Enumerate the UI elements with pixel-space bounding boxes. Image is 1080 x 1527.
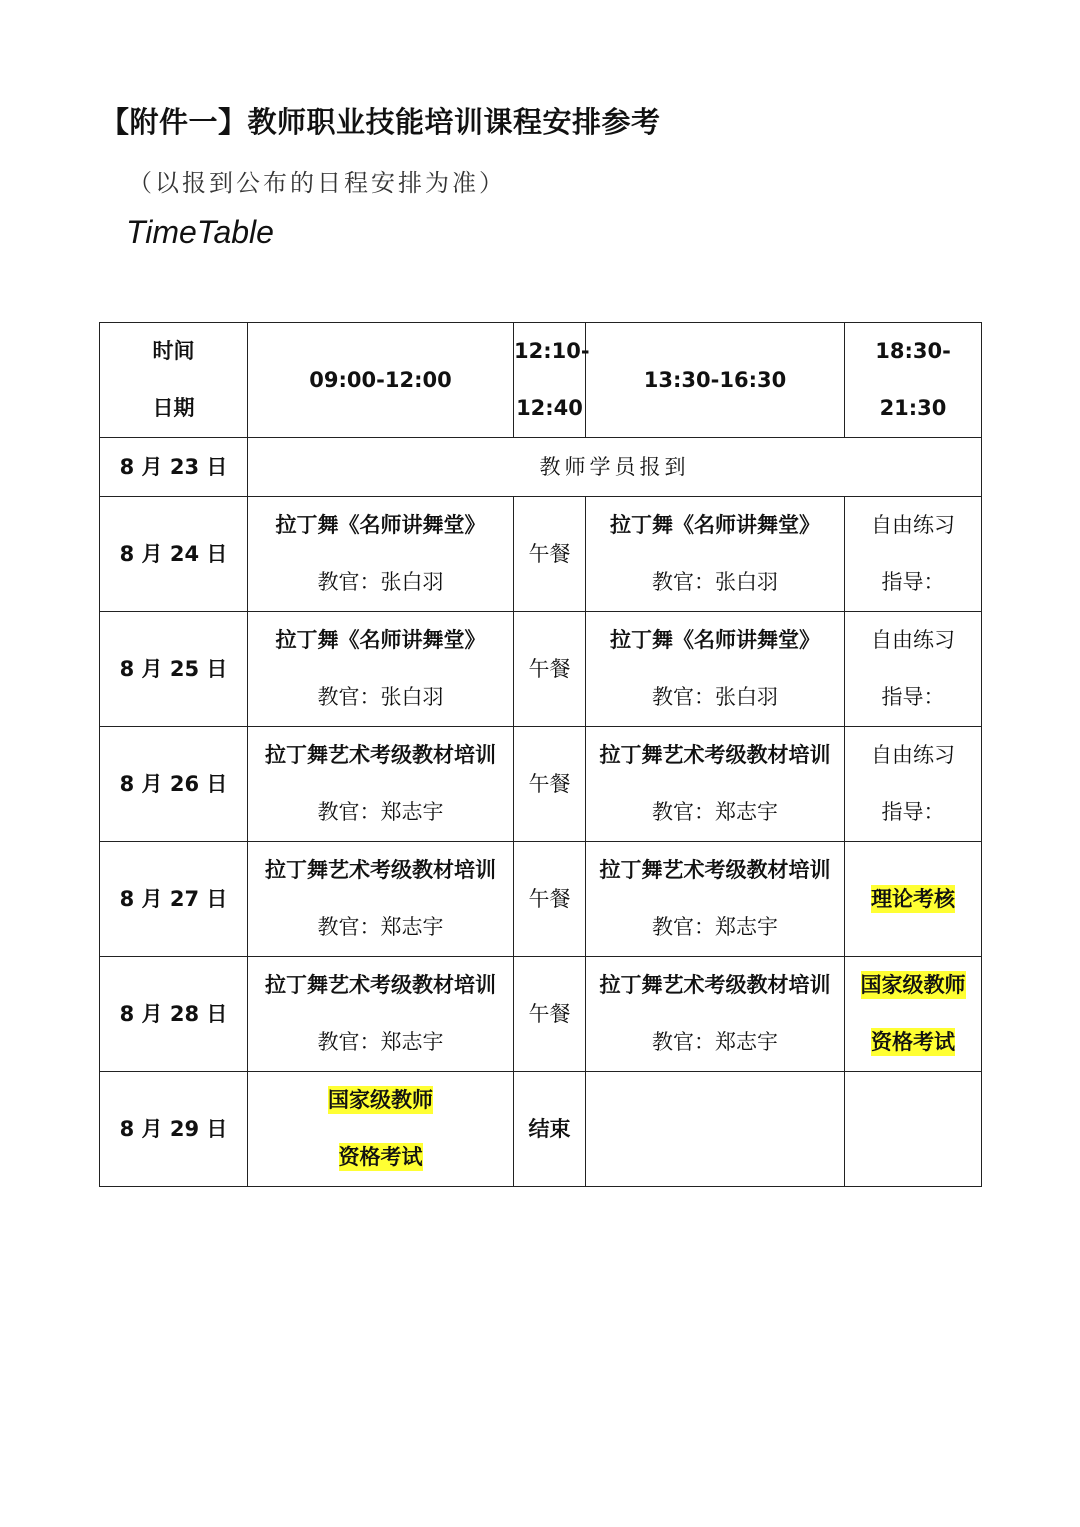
table-row — [100, 957, 982, 1072]
national-exam-highlight: 国家级教师 — [328, 1088, 433, 1112]
evening-guide: 指导： — [881, 800, 945, 824]
evening-session-cell — [845, 842, 982, 957]
table-header-row — [100, 323, 982, 438]
header-slot-afternoon: 13:30-16:30 — [586, 323, 845, 438]
evening-session-cell — [845, 1072, 982, 1187]
course-name: 拉丁舞艺术考级教材培训 — [599, 743, 831, 767]
qualification-exam-highlight: 资格考试 — [338, 1145, 423, 1169]
header-slot-lunch — [514, 323, 590, 438]
header-slot-morning: 09:00-12:00 — [248, 323, 514, 438]
document-subtitle: （以报到公布的日程安排为准） — [128, 169, 506, 197]
evening-session-cell — [845, 612, 982, 727]
course-name: 拉丁舞《名师讲舞堂》 — [275, 628, 486, 652]
instructor-name: 教官：郑志宇 — [652, 800, 778, 824]
date-cell: 8 月 26 日 — [100, 727, 248, 842]
instructor-name: 教官：张白羽 — [317, 570, 444, 594]
morning-session-cell — [248, 612, 514, 727]
instructor-name: 教官：郑志宇 — [317, 1030, 444, 1054]
date-cell: 8 月 23 日 — [100, 438, 248, 497]
morning-session-cell — [248, 727, 514, 842]
date-cell: 8 月 28 日 — [100, 957, 248, 1072]
header-slot-evening: 18:30-21:30 — [845, 323, 982, 438]
morning-session-cell — [248, 957, 514, 1072]
course-name: 拉丁舞艺术考级教材培训 — [265, 973, 496, 997]
table-row — [100, 842, 982, 957]
instructor-name: 教官：郑志宇 — [652, 1030, 778, 1054]
date-cell: 8 月 24 日 — [100, 497, 248, 612]
date-cell: 8 月 29 日 — [100, 1072, 248, 1187]
header-slot-lunch-start: 12:10- — [514, 339, 590, 363]
instructor-name: 教官：郑志宇 — [652, 915, 778, 939]
course-name: 拉丁舞艺术考级教材培训 — [265, 743, 496, 767]
instructor-name: 教官：张白羽 — [652, 685, 778, 709]
end-cell: 结束 — [514, 1072, 586, 1187]
course-name: 拉丁舞《名师讲舞堂》 — [610, 628, 820, 652]
table-row — [100, 497, 982, 612]
checkin-cell: 教师学员报到 — [248, 438, 982, 497]
morning-session-cell — [248, 842, 514, 957]
evening-session-cell — [845, 497, 982, 612]
instructor-name: 教官：张白羽 — [317, 685, 444, 709]
national-exam-highlight: 国家级教师 — [860, 973, 966, 997]
morning-session-cell — [248, 497, 514, 612]
corner-time-label: 时间 — [152, 339, 195, 363]
afternoon-session-cell — [586, 957, 845, 1072]
lunch-cell: 午餐 — [514, 842, 586, 957]
corner-header-cell — [100, 323, 248, 438]
table-row — [100, 612, 982, 727]
table-row — [100, 438, 982, 497]
document-title: 【附件一】教师职业技能培训课程安排参考 — [100, 105, 661, 139]
table-row — [100, 1072, 982, 1187]
lunch-cell: 午餐 — [514, 612, 586, 727]
lunch-cell: 午餐 — [514, 957, 586, 1072]
schedule-table — [99, 322, 982, 1187]
table-row — [100, 727, 982, 842]
course-name: 拉丁舞艺术考级教材培训 — [265, 858, 496, 882]
afternoon-session-cell — [586, 612, 845, 727]
course-name: 拉丁舞《名师讲舞堂》 — [275, 513, 486, 537]
evening-activity: 自由练习 — [871, 513, 955, 537]
afternoon-session-cell — [586, 1072, 845, 1187]
afternoon-session-cell — [586, 727, 845, 842]
timetable-label: TimeTable — [126, 214, 274, 250]
corner-date-label: 日期 — [152, 396, 195, 420]
instructor-name: 教官：郑志宇 — [317, 915, 444, 939]
course-name: 拉丁舞艺术考级教材培训 — [599, 858, 831, 882]
date-cell: 8 月 25 日 — [100, 612, 248, 727]
qualification-exam-highlight: 资格考试 — [871, 1030, 955, 1054]
course-name: 拉丁舞《名师讲舞堂》 — [610, 513, 820, 537]
evening-guide: 指导： — [881, 685, 945, 709]
lunch-cell: 午餐 — [514, 727, 586, 842]
morning-session-cell — [248, 1072, 514, 1187]
evening-activity: 自由练习 — [871, 743, 955, 767]
instructor-name: 教官：张白羽 — [652, 570, 778, 594]
date-cell: 8 月 27 日 — [100, 842, 248, 957]
afternoon-session-cell — [586, 842, 845, 957]
evening-activity: 自由练习 — [871, 628, 955, 652]
theory-exam-highlight: 理论考核 — [871, 886, 955, 911]
course-name: 拉丁舞艺术考级教材培训 — [599, 973, 831, 997]
lunch-cell: 午餐 — [514, 497, 586, 612]
evening-session-cell — [845, 957, 982, 1072]
evening-guide: 指导： — [881, 570, 945, 594]
header-slot-lunch-end: 12:40 — [516, 396, 583, 420]
evening-session-cell — [845, 727, 982, 842]
instructor-name: 教官：郑志宇 — [317, 800, 444, 824]
afternoon-session-cell — [586, 497, 845, 612]
